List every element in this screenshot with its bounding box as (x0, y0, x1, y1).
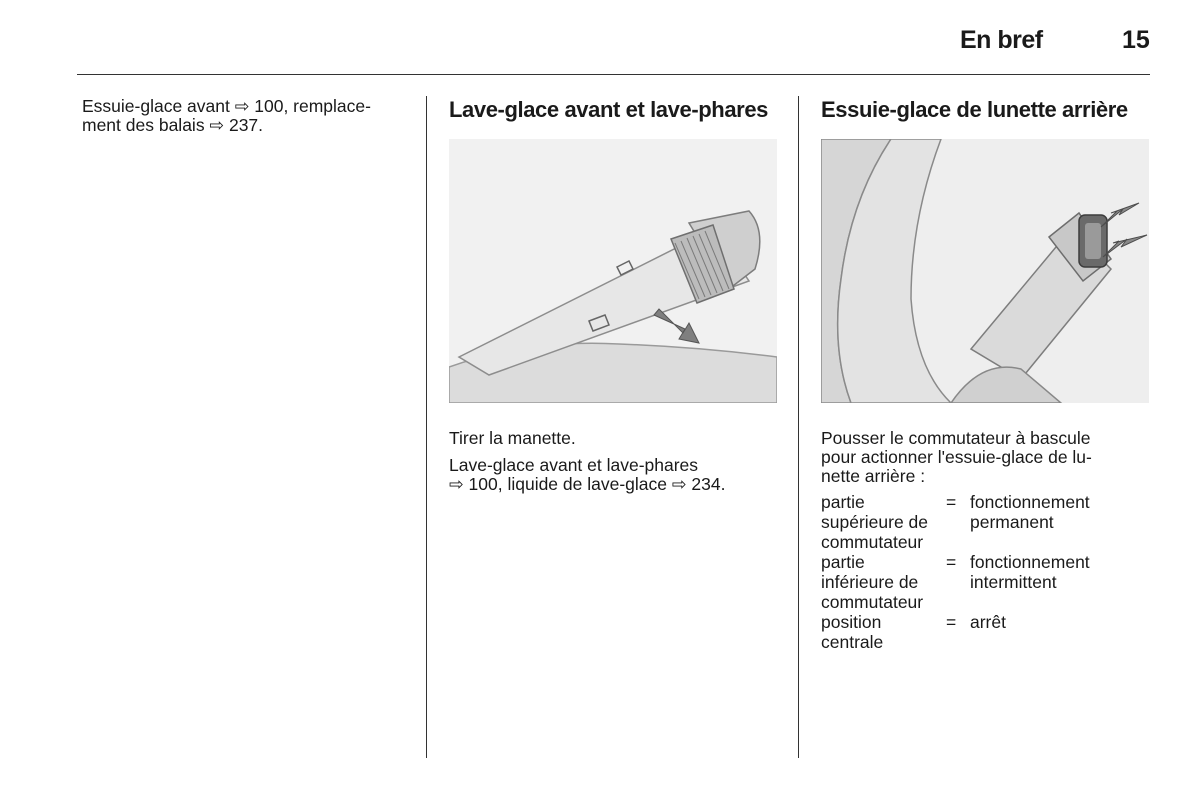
instruction-text: Pousser le commutateur à bascule (821, 428, 1091, 448)
instruction-text: pour actionner l'essuie-glace de lu- (821, 447, 1092, 467)
rear-wiper-switch-illustration (821, 139, 1149, 403)
wiper-lever-illustration (449, 139, 777, 403)
reference-line: Essuie-glace avant ⇨ 100, remplace- (82, 96, 371, 116)
reference-line: Lave-glace avant et lave-phares (449, 455, 699, 475)
position-function: arrêt (970, 612, 1006, 632)
reference-line: ⇨ 100, liquide de lave-glace ⇨ 234. (449, 474, 726, 494)
section-heading: Lave-glace avant et lave-phares (449, 97, 768, 122)
switch-position-table (821, 492, 1151, 652)
page-number: 15 (1122, 26, 1150, 54)
position-label: partie inférieure de commutateur (821, 552, 924, 612)
position-function: fonctionnement permanent (970, 492, 1090, 532)
column-front-washer (449, 97, 779, 494)
section-heading: Essuie-glace de lunette arrière (821, 97, 1128, 122)
equals-sign: = (946, 492, 957, 512)
position-function: fonctionnement intermittent (970, 552, 1090, 592)
instruction-text: Tirer la manette. (449, 428, 576, 448)
column-rear-wiper (821, 97, 1151, 652)
column-wiper-reference (82, 97, 412, 135)
section-title: En bref (960, 26, 1043, 54)
instruction-text: nette arrière : (821, 466, 926, 486)
reference-line: ment des balais ⇨ 237. (82, 115, 264, 135)
position-label: position centrale (821, 612, 884, 652)
column-divider-1 (426, 96, 427, 758)
equals-sign: = (946, 552, 957, 572)
equals-sign: = (946, 612, 957, 632)
column-divider-2 (798, 96, 799, 758)
position-label: partie supérieure de commutateur (821, 492, 929, 552)
header-divider (77, 74, 1150, 75)
